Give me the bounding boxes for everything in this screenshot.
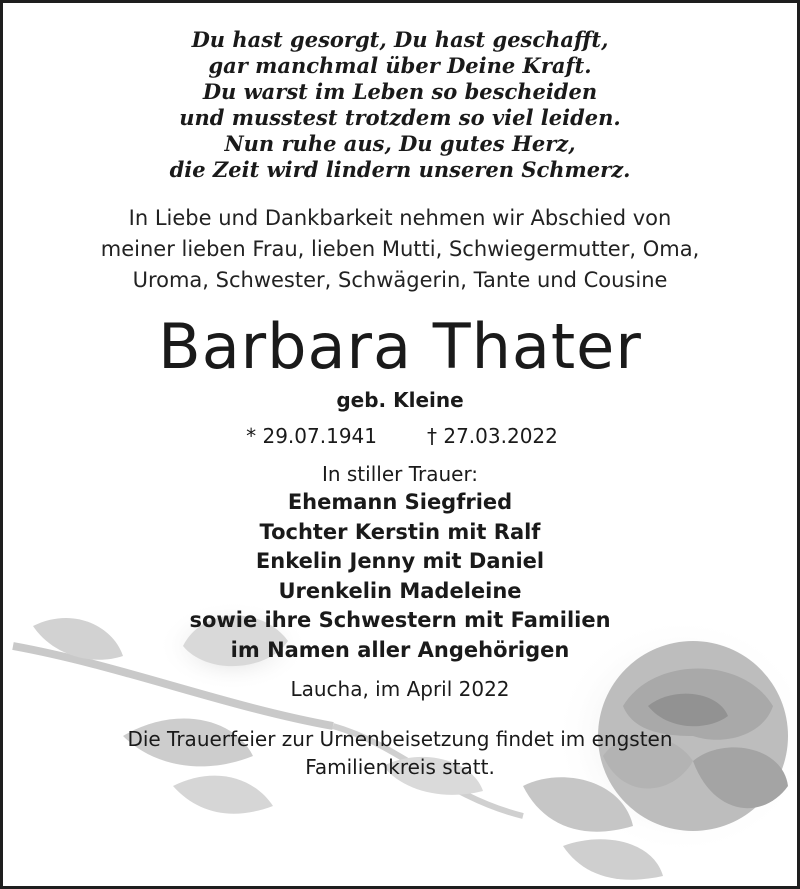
funeral-notice: [3, 725, 797, 781]
intro-line: meiner lieben Frau, lieben Mutti, Schwiegermutter, Oma,: [100, 237, 700, 261]
intro-line: In Liebe und Dankbarkeit nehmen wir Abschied von: [128, 206, 672, 230]
mourner-list: [3, 488, 797, 665]
poem-line: und musstest trotzdem so viel leiden.: [179, 105, 621, 130]
farewell-intro: [3, 203, 797, 296]
poem-line: Nun ruhe aus, Du gutes Herz,: [224, 131, 576, 156]
mourner-entry: sowie ihre Schwestern mit Familien: [189, 608, 611, 632]
intro-line: Uroma, Schwester, Schwägerin, Tante und Cousine: [132, 268, 668, 292]
poem-line: Du warst im Leben so bescheiden: [202, 79, 598, 104]
poem-line: Du hast gesorgt, Du hast geschafft,: [191, 27, 609, 52]
notice-line: Familienkreis statt.: [305, 755, 495, 779]
maiden-name: geb. Kleine: [336, 388, 464, 412]
mourner-entry: im Namen aller Angehörigen: [230, 637, 570, 662]
mourner-entry: Ehemann Siegfried: [287, 490, 513, 514]
poem-line: gar manchmal über Deine Kraft.: [208, 53, 592, 78]
deceased-name: Barbara Thater: [158, 310, 642, 383]
mourner-entry: Urenkelin Madeleine: [278, 578, 522, 603]
life-dates: [3, 422, 797, 450]
mourning-label: In stiller Trauer:: [321, 462, 479, 486]
memorial-poem: [3, 27, 797, 183]
birth-date: * 29.07.1941: [246, 424, 377, 448]
death-date: † 27.03.2022: [427, 424, 558, 448]
mourner-entry: Tochter Kerstin mit Ralf: [259, 519, 541, 544]
poem-line: die Zeit wird lindern unseren Schmerz.: [169, 157, 631, 182]
notice-line: Die Trauerfeier zur Urnenbeisetzung findet im engsten: [127, 727, 673, 751]
place-and-date: Laucha, im April 2022: [290, 677, 510, 701]
mourner-entry: Enkelin Jenny mit Daniel: [255, 549, 545, 573]
